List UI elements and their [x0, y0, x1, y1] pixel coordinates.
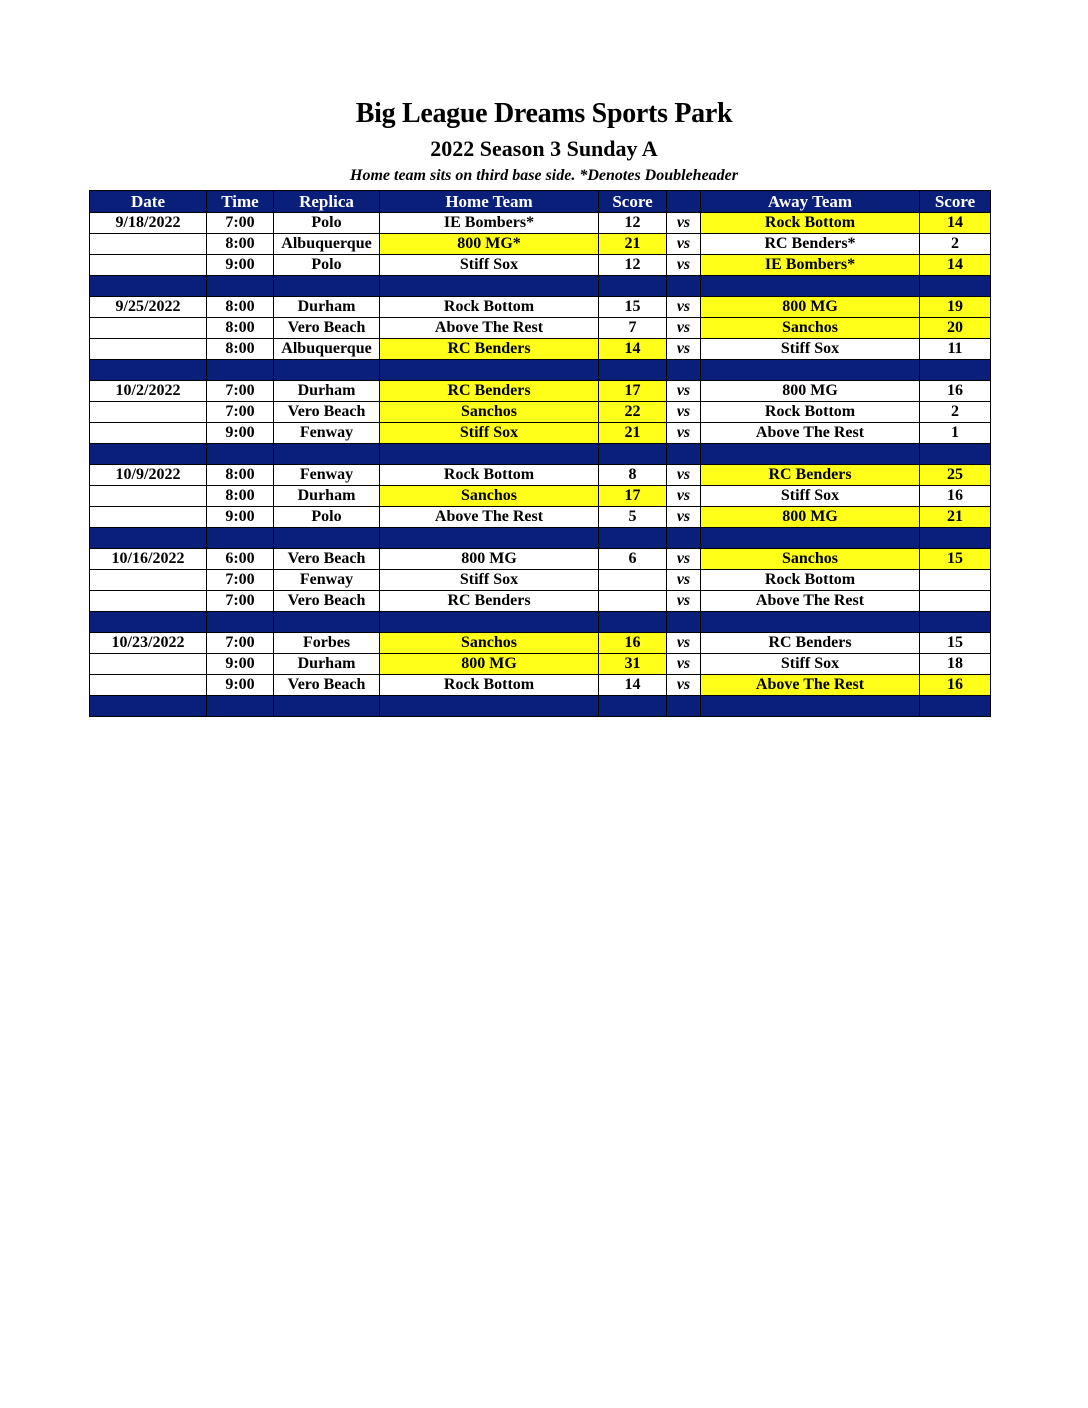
- vs-cell: vs: [667, 213, 701, 234]
- separator-cell: [90, 276, 207, 297]
- replica-cell: Vero Beach: [274, 402, 380, 423]
- group-separator-row: [90, 444, 991, 465]
- away-team-cell: Stiff Sox: [701, 339, 920, 360]
- away-team-cell: RC Benders: [701, 465, 920, 486]
- home-team-cell: RC Benders: [380, 591, 599, 612]
- away-team-cell: Rock Bottom: [701, 570, 920, 591]
- home-score-cell: 12: [599, 213, 667, 234]
- separator-cell: [701, 276, 920, 297]
- time-cell: 8:00: [207, 297, 274, 318]
- vs-cell: vs: [667, 633, 701, 654]
- date-cell: [90, 591, 207, 612]
- separator-cell: [701, 360, 920, 381]
- date-cell: [90, 402, 207, 423]
- away-team-cell: Above The Rest: [701, 591, 920, 612]
- table-row: [90, 213, 991, 234]
- separator-cell: [207, 444, 274, 465]
- separator-cell: [920, 612, 991, 633]
- away-score-cell: 14: [920, 213, 991, 234]
- date-cell: [90, 339, 207, 360]
- separator-cell: [701, 612, 920, 633]
- time-cell: 9:00: [207, 255, 274, 276]
- table-row: [90, 318, 991, 339]
- away-team-cell: RC Benders: [701, 633, 920, 654]
- separator-cell: [667, 444, 701, 465]
- time-cell: 8:00: [207, 339, 274, 360]
- replica-cell: Vero Beach: [274, 591, 380, 612]
- away-team-cell: Stiff Sox: [701, 654, 920, 675]
- time-cell: 7:00: [207, 402, 274, 423]
- away-score-cell: 25: [920, 465, 991, 486]
- separator-cell: [380, 696, 599, 717]
- home-team-cell: Sanchos: [380, 486, 599, 507]
- time-cell: 7:00: [207, 213, 274, 234]
- home-team-cell: Stiff Sox: [380, 570, 599, 591]
- replica-cell: Polo: [274, 507, 380, 528]
- away-team-cell: Rock Bottom: [701, 402, 920, 423]
- date-cell: [90, 675, 207, 696]
- date-cell: [90, 318, 207, 339]
- home-score-cell: 14: [599, 339, 667, 360]
- home-score-cell: 14: [599, 675, 667, 696]
- table-row: [90, 465, 991, 486]
- table-row: [90, 423, 991, 444]
- date-cell: 10/2/2022: [90, 381, 207, 402]
- away-score-cell: 2: [920, 234, 991, 255]
- time-cell: 8:00: [207, 234, 274, 255]
- separator-cell: [90, 444, 207, 465]
- header-time: Time: [207, 191, 274, 213]
- table-row: [90, 339, 991, 360]
- date-cell: [90, 570, 207, 591]
- separator-cell: [207, 696, 274, 717]
- table-row: [90, 402, 991, 423]
- date-cell: [90, 423, 207, 444]
- home-team-cell: 800 MG*: [380, 234, 599, 255]
- time-cell: 8:00: [207, 318, 274, 339]
- date-cell: 9/18/2022: [90, 213, 207, 234]
- table-row: [90, 549, 991, 570]
- table-row: [90, 675, 991, 696]
- separator-cell: [274, 360, 380, 381]
- vs-cell: vs: [667, 297, 701, 318]
- header-away-score: Score: [920, 191, 991, 213]
- home-score-cell: 21: [599, 234, 667, 255]
- header-home-score: Score: [599, 191, 667, 213]
- table-row: [90, 507, 991, 528]
- date-cell: [90, 486, 207, 507]
- separator-cell: [667, 276, 701, 297]
- header-date: Date: [90, 191, 207, 213]
- vs-cell: vs: [667, 381, 701, 402]
- vs-cell: vs: [667, 465, 701, 486]
- home-score-cell: 21: [599, 423, 667, 444]
- vs-cell: vs: [667, 423, 701, 444]
- away-score-cell: 16: [920, 381, 991, 402]
- time-cell: 9:00: [207, 507, 274, 528]
- vs-cell: vs: [667, 654, 701, 675]
- home-team-cell: Sanchos: [380, 402, 599, 423]
- separator-cell: [274, 528, 380, 549]
- replica-cell: Albuquerque: [274, 234, 380, 255]
- table-row: [90, 255, 991, 276]
- home-team-cell: RC Benders: [380, 381, 599, 402]
- replica-cell: Vero Beach: [274, 549, 380, 570]
- away-score-cell: 15: [920, 549, 991, 570]
- separator-cell: [667, 612, 701, 633]
- replica-cell: Albuquerque: [274, 339, 380, 360]
- vs-cell: vs: [667, 591, 701, 612]
- replica-cell: Fenway: [274, 570, 380, 591]
- separator-cell: [667, 360, 701, 381]
- vs-cell: vs: [667, 675, 701, 696]
- home-team-cell: Stiff Sox: [380, 423, 599, 444]
- separator-cell: [380, 528, 599, 549]
- away-team-cell: Sanchos: [701, 318, 920, 339]
- time-cell: 7:00: [207, 570, 274, 591]
- away-team-cell: IE Bombers*: [701, 255, 920, 276]
- time-cell: 7:00: [207, 633, 274, 654]
- header-away-team: Away Team: [701, 191, 920, 213]
- vs-cell: vs: [667, 234, 701, 255]
- time-cell: 9:00: [207, 654, 274, 675]
- table-row: [90, 654, 991, 675]
- separator-cell: [701, 696, 920, 717]
- away-team-cell: Rock Bottom: [701, 213, 920, 234]
- home-team-cell: Above The Rest: [380, 507, 599, 528]
- away-team-cell: Sanchos: [701, 549, 920, 570]
- header-vs: [667, 191, 701, 213]
- vs-cell: vs: [667, 255, 701, 276]
- table-row: [90, 234, 991, 255]
- separator-cell: [380, 360, 599, 381]
- separator-cell: [599, 528, 667, 549]
- away-score-cell: 14: [920, 255, 991, 276]
- time-cell: 7:00: [207, 591, 274, 612]
- vs-cell: vs: [667, 549, 701, 570]
- home-score-cell: 15: [599, 297, 667, 318]
- away-score-cell: 19: [920, 297, 991, 318]
- home-score-cell: 16: [599, 633, 667, 654]
- table-row: [90, 570, 991, 591]
- home-team-cell: Stiff Sox: [380, 255, 599, 276]
- vs-cell: vs: [667, 339, 701, 360]
- away-team-cell: RC Benders*: [701, 234, 920, 255]
- time-cell: 8:00: [207, 465, 274, 486]
- date-cell: 10/9/2022: [90, 465, 207, 486]
- home-score-cell: 17: [599, 486, 667, 507]
- date-cell: 9/25/2022: [90, 297, 207, 318]
- home-team-cell: IE Bombers*: [380, 213, 599, 234]
- replica-cell: Fenway: [274, 465, 380, 486]
- separator-cell: [207, 612, 274, 633]
- vs-cell: vs: [667, 507, 701, 528]
- away-score-cell: 20: [920, 318, 991, 339]
- date-cell: [90, 255, 207, 276]
- separator-cell: [380, 444, 599, 465]
- home-score-cell: 31: [599, 654, 667, 675]
- time-cell: 9:00: [207, 675, 274, 696]
- vs-cell: vs: [667, 570, 701, 591]
- table-row: [90, 486, 991, 507]
- header-home-team: Home Team: [380, 191, 599, 213]
- home-team-cell: 800 MG: [380, 654, 599, 675]
- vs-cell: vs: [667, 486, 701, 507]
- away-score-cell: 15: [920, 633, 991, 654]
- replica-cell: Durham: [274, 654, 380, 675]
- home-score-cell: 5: [599, 507, 667, 528]
- separator-cell: [920, 276, 991, 297]
- replica-cell: Vero Beach: [274, 675, 380, 696]
- separator-cell: [90, 696, 207, 717]
- group-separator-row: [90, 612, 991, 633]
- separator-cell: [274, 612, 380, 633]
- away-score-cell: 18: [920, 654, 991, 675]
- home-team-cell: Rock Bottom: [380, 297, 599, 318]
- separator-cell: [207, 528, 274, 549]
- home-team-cell: Rock Bottom: [380, 675, 599, 696]
- home-team-cell: Rock Bottom: [380, 465, 599, 486]
- home-team-cell: 800 MG: [380, 549, 599, 570]
- separator-cell: [207, 360, 274, 381]
- home-score-cell: 17: [599, 381, 667, 402]
- away-score-cell: [920, 570, 991, 591]
- home-score-cell: 22: [599, 402, 667, 423]
- date-cell: [90, 654, 207, 675]
- table-header-row: [90, 191, 991, 213]
- separator-cell: [667, 696, 701, 717]
- home-score-cell: 7: [599, 318, 667, 339]
- away-team-cell: 800 MG: [701, 507, 920, 528]
- table-row: [90, 633, 991, 654]
- separator-cell: [599, 276, 667, 297]
- separator-cell: [274, 276, 380, 297]
- date-cell: [90, 234, 207, 255]
- schedule-table: [89, 190, 991, 717]
- separator-cell: [920, 444, 991, 465]
- time-cell: 8:00: [207, 486, 274, 507]
- date-cell: 10/23/2022: [90, 633, 207, 654]
- away-score-cell: 11: [920, 339, 991, 360]
- replica-cell: Vero Beach: [274, 318, 380, 339]
- separator-cell: [380, 276, 599, 297]
- home-team-cell: RC Benders: [380, 339, 599, 360]
- separator-cell: [920, 696, 991, 717]
- schedule-body: [90, 213, 991, 717]
- group-separator-row: [90, 696, 991, 717]
- home-score-cell: [599, 570, 667, 591]
- table-row: [90, 591, 991, 612]
- separator-cell: [90, 528, 207, 549]
- separator-cell: [274, 696, 380, 717]
- home-score-cell: 12: [599, 255, 667, 276]
- time-cell: 9:00: [207, 423, 274, 444]
- date-cell: [90, 507, 207, 528]
- separator-cell: [274, 444, 380, 465]
- separator-cell: [90, 612, 207, 633]
- away-team-cell: 800 MG: [701, 297, 920, 318]
- home-team-cell: Sanchos: [380, 633, 599, 654]
- home-score-cell: [599, 591, 667, 612]
- separator-cell: [599, 696, 667, 717]
- group-separator-row: [90, 276, 991, 297]
- vs-cell: vs: [667, 318, 701, 339]
- separator-cell: [920, 528, 991, 549]
- date-cell: 10/16/2022: [90, 549, 207, 570]
- group-separator-row: [90, 528, 991, 549]
- away-team-cell: Stiff Sox: [701, 486, 920, 507]
- time-cell: 7:00: [207, 381, 274, 402]
- separator-cell: [599, 360, 667, 381]
- away-score-cell: 21: [920, 507, 991, 528]
- table-row: [90, 381, 991, 402]
- page-subtitle: 2022 Season 3 Sunday A: [430, 136, 658, 161]
- replica-cell: Polo: [274, 213, 380, 234]
- separator-cell: [701, 444, 920, 465]
- replica-cell: Polo: [274, 255, 380, 276]
- replica-cell: Fenway: [274, 423, 380, 444]
- away-score-cell: 2: [920, 402, 991, 423]
- away-score-cell: [920, 591, 991, 612]
- replica-cell: Forbes: [274, 633, 380, 654]
- schedule-note: Home team sits on third base side. *Denotes Doubleheader: [350, 167, 738, 184]
- away-team-cell: Above The Rest: [701, 423, 920, 444]
- header-replica: Replica: [274, 191, 380, 213]
- away-score-cell: 16: [920, 675, 991, 696]
- group-separator-row: [90, 360, 991, 381]
- away-team-cell: Above The Rest: [701, 675, 920, 696]
- table-row: [90, 297, 991, 318]
- home-score-cell: 6: [599, 549, 667, 570]
- page-title: Big League Dreams Sports Park: [355, 98, 733, 129]
- replica-cell: Durham: [274, 297, 380, 318]
- separator-cell: [599, 612, 667, 633]
- separator-cell: [380, 612, 599, 633]
- home-team-cell: Above The Rest: [380, 318, 599, 339]
- away-team-cell: 800 MG: [701, 381, 920, 402]
- home-score-cell: 8: [599, 465, 667, 486]
- away-score-cell: 16: [920, 486, 991, 507]
- replica-cell: Durham: [274, 381, 380, 402]
- time-cell: 6:00: [207, 549, 274, 570]
- separator-cell: [701, 528, 920, 549]
- separator-cell: [90, 360, 207, 381]
- vs-cell: vs: [667, 402, 701, 423]
- separator-cell: [920, 360, 991, 381]
- away-score-cell: 1: [920, 423, 991, 444]
- separator-cell: [207, 276, 274, 297]
- separator-cell: [599, 444, 667, 465]
- separator-cell: [667, 528, 701, 549]
- replica-cell: Durham: [274, 486, 380, 507]
